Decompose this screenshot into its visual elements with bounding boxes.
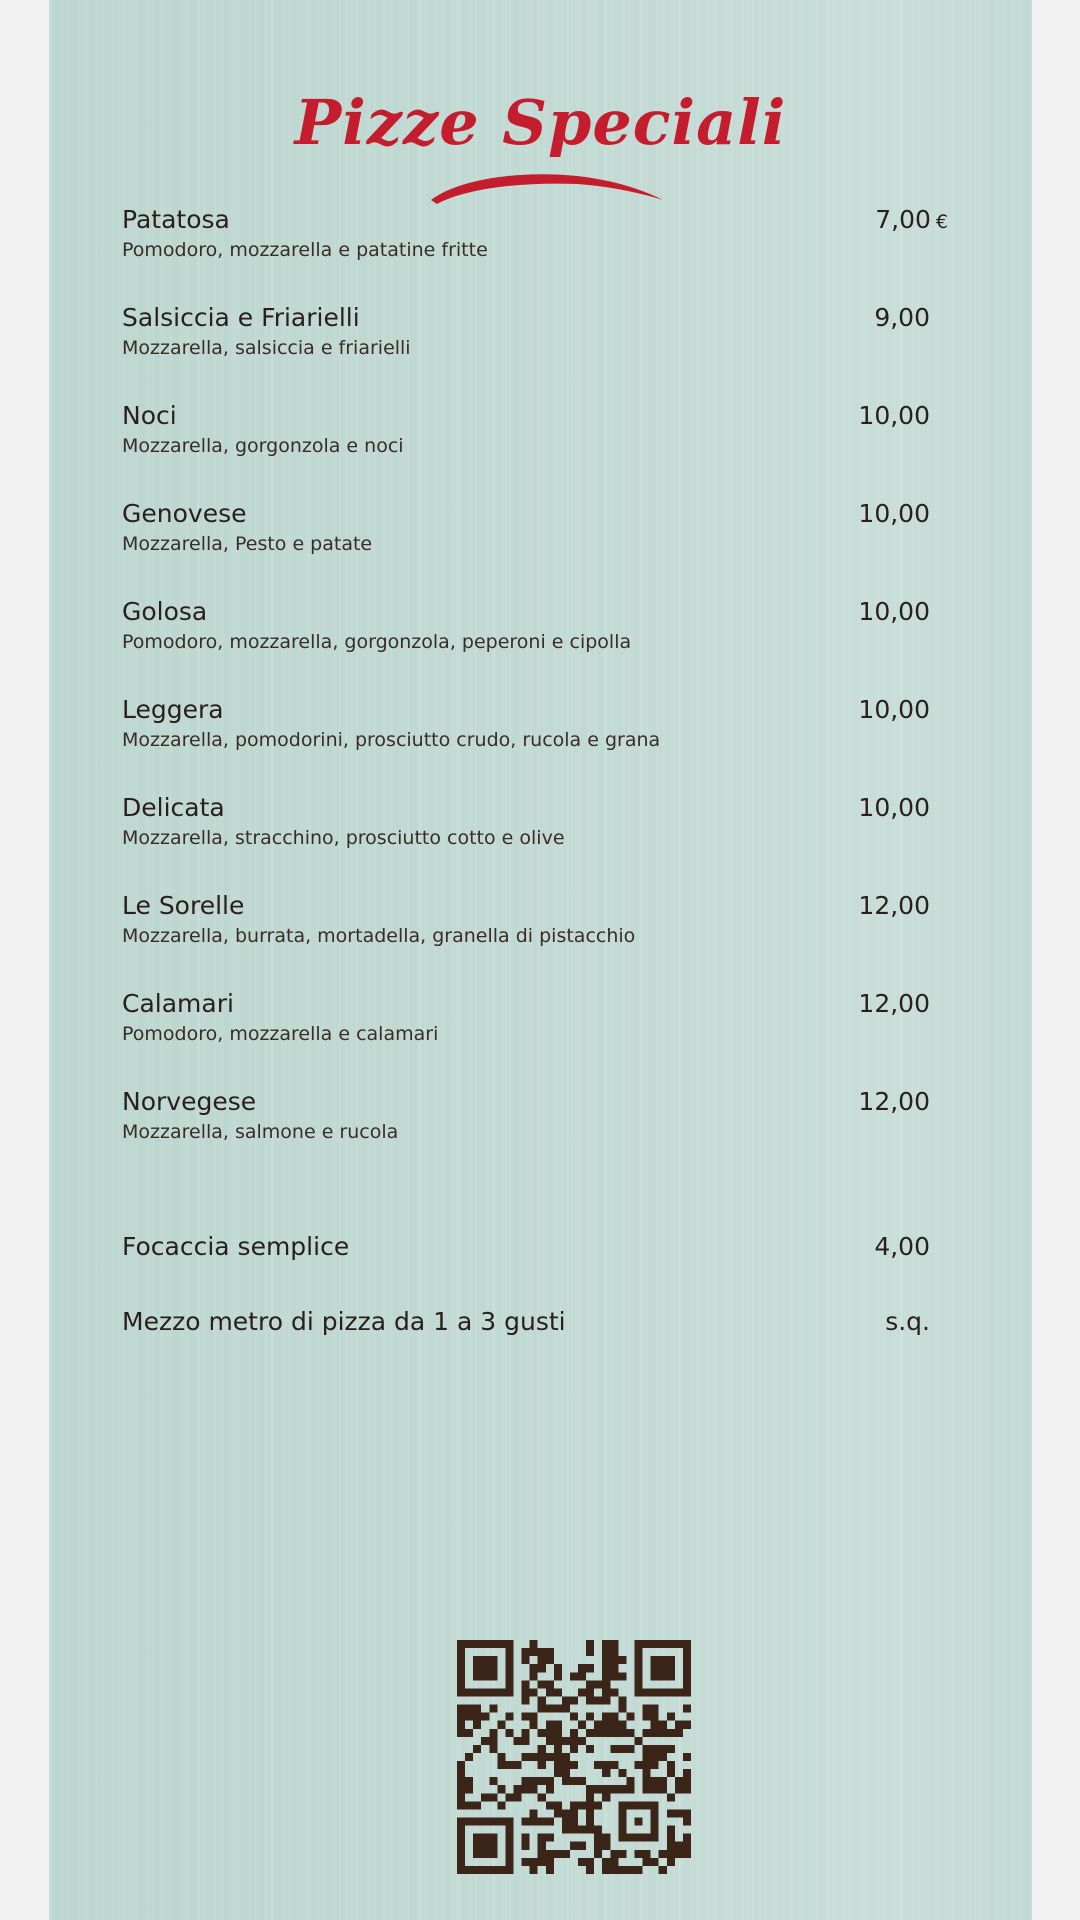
item-price: 10,00 bbox=[858, 597, 930, 626]
item-name: Le Sorelle bbox=[122, 891, 245, 920]
extra-item bbox=[122, 1306, 948, 1338]
item-name: Norvegese bbox=[122, 1087, 257, 1116]
item-price: 10,00 bbox=[858, 793, 930, 822]
item-price: 12,00 bbox=[858, 1087, 930, 1116]
menu-item bbox=[122, 596, 948, 694]
item-price: s.q. bbox=[885, 1307, 930, 1336]
menu-item bbox=[122, 498, 948, 596]
menu-item bbox=[122, 890, 948, 988]
title-underline-swoosh-icon bbox=[427, 162, 667, 206]
pizza-list bbox=[122, 204, 948, 1184]
item-description: Mozzarella, salmone e rucola bbox=[122, 1121, 399, 1143]
item-description: Mozzarella, pomodorini, prosciutto crudo, rucola e grana bbox=[122, 729, 661, 751]
item-name: Golosa bbox=[122, 597, 208, 626]
currency-symbol: € bbox=[935, 211, 948, 233]
item-name: Mezzo metro di pizza da 1 a 3 gusti bbox=[122, 1307, 566, 1336]
item-price: 10,00 bbox=[858, 695, 930, 724]
item-description: Mozzarella, Pesto e patate bbox=[122, 533, 373, 555]
item-description: Mozzarella, stracchino, prosciutto cotto e olive bbox=[122, 827, 565, 849]
item-price: 10,00 bbox=[858, 499, 930, 528]
price-value: 7,00 bbox=[875, 205, 931, 234]
item-name: Delicata bbox=[122, 793, 225, 822]
menu-page bbox=[49, 0, 1032, 1920]
item-price: 12,00 bbox=[858, 989, 930, 1018]
title-wrap bbox=[49, 86, 1032, 159]
item-description: Pomodoro, mozzarella e calamari bbox=[122, 1023, 439, 1045]
item-description: Mozzarella, burrata, mortadella, granella di pistacchio bbox=[122, 925, 636, 947]
item-price bbox=[875, 204, 948, 238]
menu-item bbox=[122, 694, 948, 792]
item-description: Mozzarella, salsiccia e friarielli bbox=[122, 337, 411, 359]
item-name: Leggera bbox=[122, 695, 224, 724]
item-price: 10,00 bbox=[858, 401, 930, 430]
menu-item bbox=[122, 302, 948, 400]
menu-item bbox=[122, 988, 948, 1086]
item-name: Calamari bbox=[122, 989, 234, 1018]
menu-title: Pizze Speciali bbox=[294, 86, 787, 159]
menu-item bbox=[122, 400, 948, 498]
menu-item bbox=[122, 792, 948, 890]
item-description: Pomodoro, mozzarella, gorgonzola, peperoni e cipolla bbox=[122, 631, 632, 653]
menu-item bbox=[122, 1086, 948, 1184]
extra-item bbox=[122, 1231, 948, 1263]
item-price: 9,00 bbox=[874, 303, 930, 332]
item-name: Focaccia semplice bbox=[122, 1232, 350, 1261]
item-price: 12,00 bbox=[858, 891, 930, 920]
menu-item bbox=[122, 204, 948, 302]
item-name: Noci bbox=[122, 401, 177, 430]
item-name: Salsiccia e Friarielli bbox=[122, 303, 360, 332]
qr-code-icon[interactable] bbox=[457, 1640, 691, 1874]
item-name: Genovese bbox=[122, 499, 247, 528]
item-name: Patatosa bbox=[122, 205, 230, 234]
item-description: Mozzarella, gorgonzola e noci bbox=[122, 435, 404, 457]
item-price: 4,00 bbox=[874, 1232, 930, 1261]
item-description: Pomodoro, mozzarella e patatine fritte bbox=[122, 239, 488, 261]
